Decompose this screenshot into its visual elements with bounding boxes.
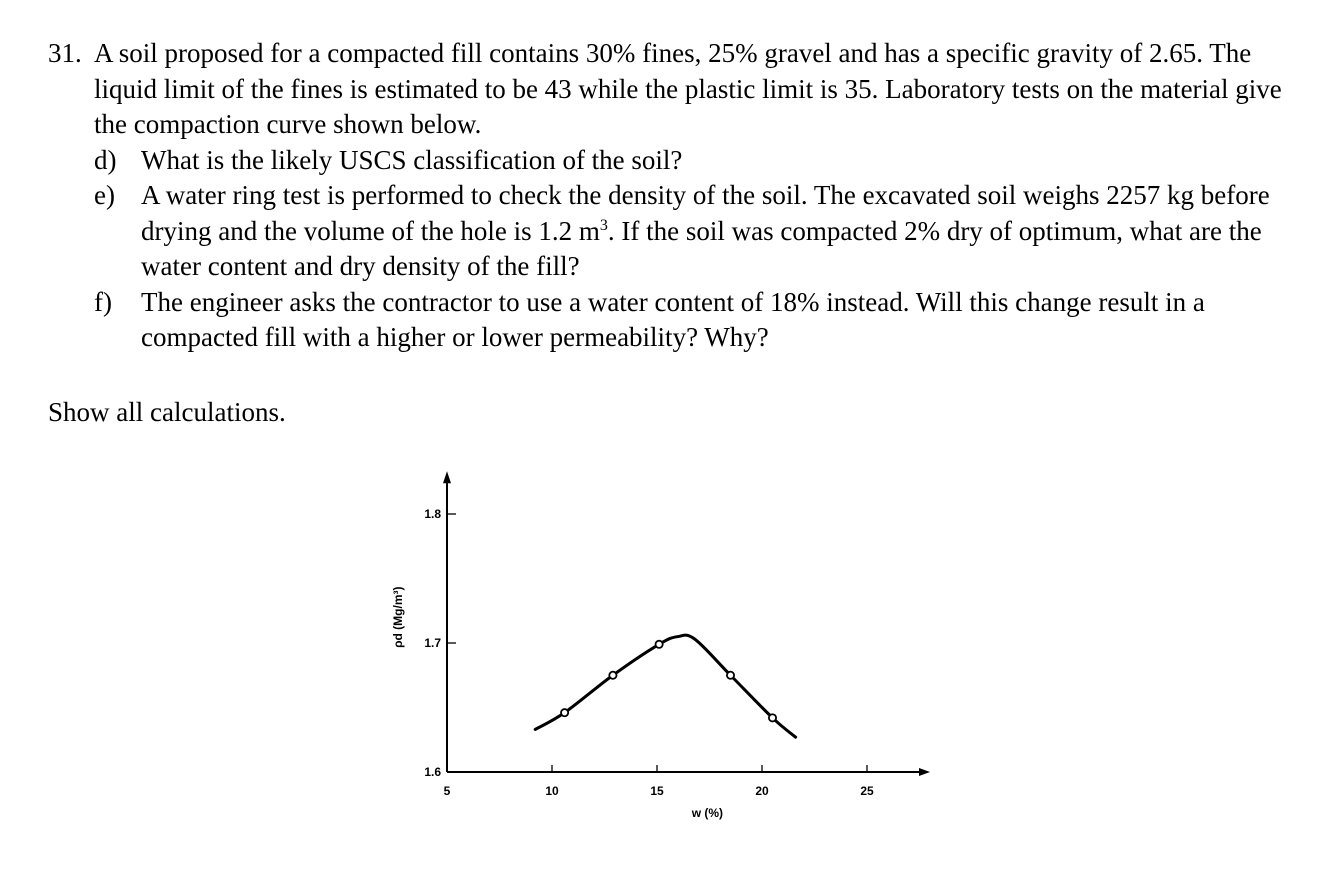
x-tick-label: 5 <box>443 784 451 798</box>
part-d <box>48 143 1288 179</box>
y-tick-label: 1.6 <box>424 765 441 779</box>
part-text: The engineer asks the contractor to use a water content of 18% instead. Will this change result in a compacted fill with a higher or lower permeability? Why? <box>141 286 1205 352</box>
x-tick-label: 20 <box>755 784 769 798</box>
data-point <box>727 672 734 679</box>
problem-number: 31. <box>48 38 82 68</box>
part-text: What is the likely USCS classification of the soil? <box>141 144 683 175</box>
x-tick-label: 25 <box>860 784 874 798</box>
y-tick-label: 1.7 <box>424 636 441 650</box>
part-e <box>48 178 1288 285</box>
problem-stem <box>48 36 1288 143</box>
data-point <box>609 672 616 679</box>
x-tick-label: 10 <box>545 784 559 798</box>
instruction-text: Show all calculations. <box>48 397 286 427</box>
chart-axes <box>443 471 930 776</box>
chart-curve-layer <box>535 635 795 737</box>
compaction-curve-chart <box>380 430 960 830</box>
x-axis-arrowhead <box>919 768 930 776</box>
compaction-curve-line <box>535 635 795 737</box>
part-text-continued: . If the soil was compacted 2% dry of optimum, what are the water content and dry density of the fill? <box>141 215 1262 281</box>
data-point <box>769 714 776 721</box>
y-axis-title: ρd (Mg/m³) <box>391 586 405 648</box>
chart-labels-layer <box>391 507 874 820</box>
data-point <box>656 641 663 648</box>
part-letter: f) <box>94 286 112 317</box>
y-axis-arrowhead <box>443 471 451 483</box>
chart-points-layer <box>561 641 776 722</box>
superscript-exponent: 3 <box>599 216 608 234</box>
y-tick-label: 1.8 <box>424 507 441 521</box>
part-letter: d) <box>94 144 117 175</box>
problem-stem-text: A soil proposed for a compacted fill contains 30% fines, 25% gravel and has a specific gravity of 2.65. The liquid limit of the fines is estimated to be 43 while the plastic limit is 35. Laboratory tests on the material give the compaction curve shown below. <box>94 38 1282 139</box>
problem-31 <box>48 36 1288 356</box>
question-parts <box>48 143 1288 356</box>
part-letter: e) <box>94 180 115 210</box>
part-text: A water ring test is performed to check the density of the soil. The excavated soil weighs 2257 kg before drying and the volume of the hole is 1.2 m <box>141 180 1270 246</box>
part-f <box>48 285 1288 356</box>
x-tick-label: 15 <box>650 784 664 798</box>
data-point <box>561 709 568 716</box>
x-axis-title: w (%) <box>691 806 724 820</box>
